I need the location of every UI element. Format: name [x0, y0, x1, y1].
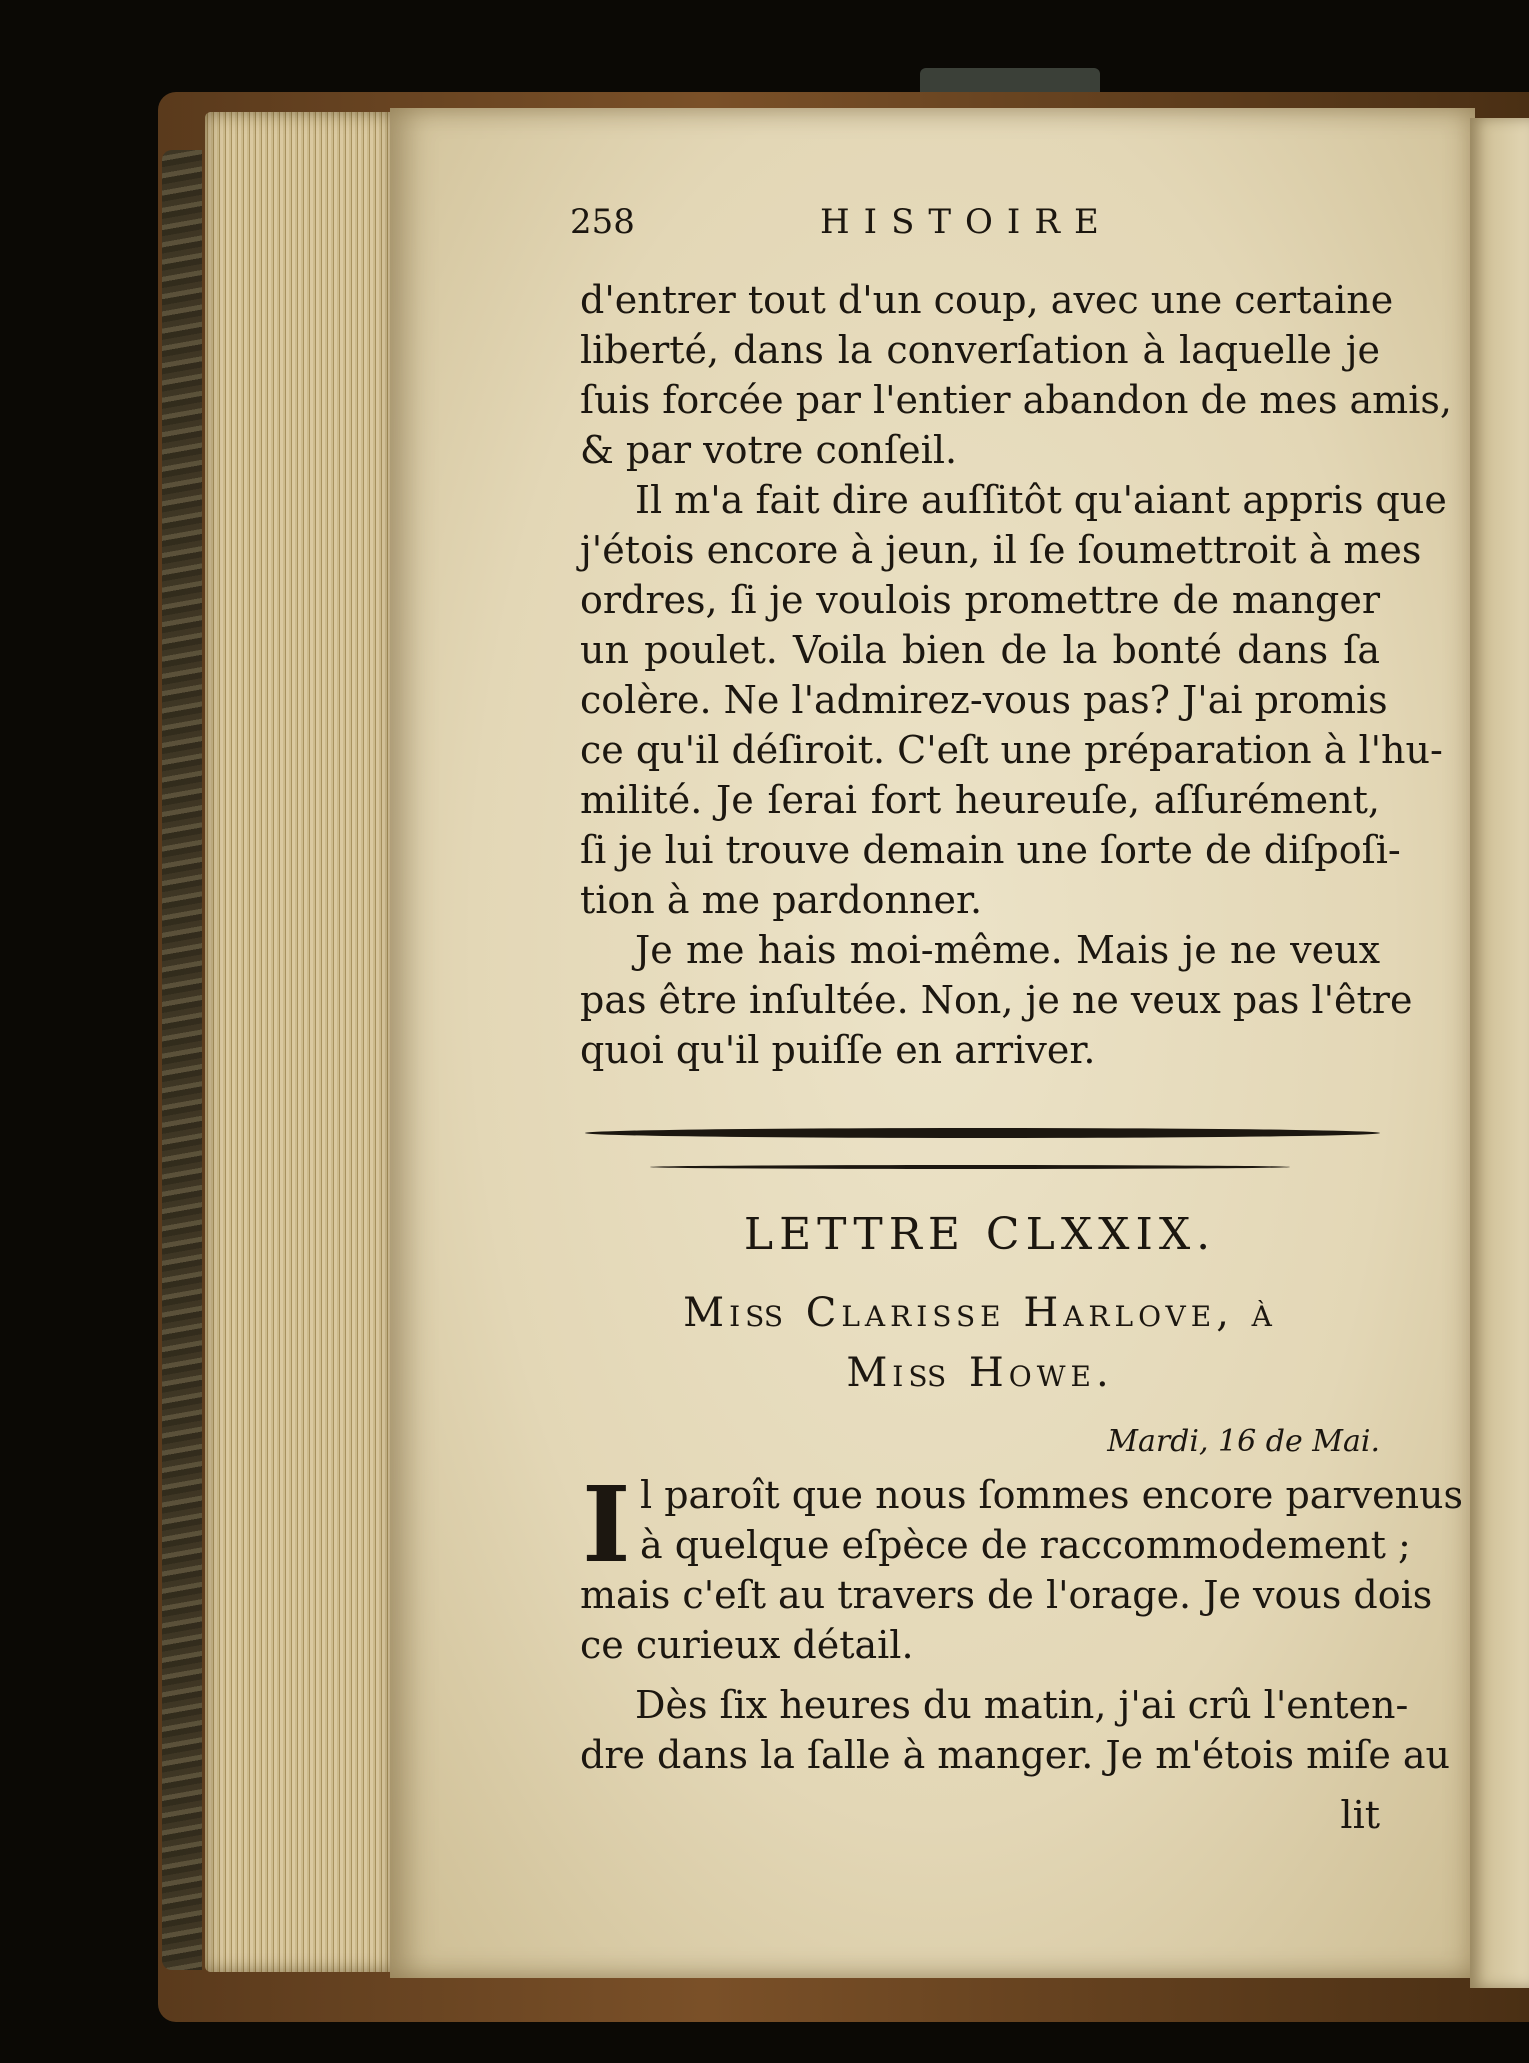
- text-line: colère. Ne l'admirez-vous pas? J'ai promis: [580, 678, 1388, 722]
- paragraph-2: [580, 475, 1447, 925]
- text-line: Je me hais moi-même. Mais je ne veux: [635, 928, 1380, 972]
- text-line: ce qu'il déſiroit. C'eſt une préparation à l'hu-: [580, 728, 1443, 772]
- marbled-spine: [162, 150, 202, 1970]
- text-line: dre dans la ſalle à manger. Je m'étois miſe au: [580, 1733, 1451, 1777]
- text-line: ce curieux détail.: [580, 1623, 914, 1667]
- text-line: milité. Je ſerai fort heureuſe, aſſurément,: [580, 778, 1380, 822]
- text-line: Il m'a fait dire auſſitôt qu'aiant appris que: [635, 478, 1447, 522]
- drop-cap: I: [582, 1463, 631, 1586]
- letter-heading: LETTRE CLXXIX.: [743, 1209, 1217, 1260]
- dateline: Mardi, 16 de Mai.: [1107, 1424, 1380, 1459]
- letter-opening-lines: [640, 1470, 1464, 1570]
- text-line: mais c'eſt au travers de l'orage. Je vous dois: [580, 1573, 1433, 1617]
- catchword: lit: [1340, 1793, 1380, 1837]
- text-line: tion à me pardonner.: [580, 878, 983, 922]
- running-title: HISTOIRE: [820, 202, 1113, 242]
- text-line: d'entrer tout d'un coup, avec une certaine: [580, 278, 1394, 322]
- text-line: j'étois encore à jeun, il ſe ſoumettroit à mes: [580, 528, 1422, 572]
- continuation-paragraph: [580, 275, 1452, 475]
- text-line: un poulet. Voila bien de la bonté dans ſa: [580, 628, 1380, 672]
- paragraph-3: [580, 925, 1413, 1075]
- text-line: Dès ſix heures du matin, j'ai crû l'enten-: [635, 1683, 1409, 1727]
- text-line: ordres, ſi je voulois promettre de manger: [580, 578, 1380, 622]
- text-line: & par votre conſeil.: [580, 428, 958, 472]
- text-line: quoi qu'il puiſſe en arriver.: [580, 1028, 1096, 1072]
- page-number: 258: [570, 202, 635, 242]
- ornamental-rule-thick: [585, 1128, 1380, 1138]
- addressee-line-1: Miß Clarisse Harlove, à: [683, 1290, 1277, 1336]
- facing-page-edge: [1470, 118, 1529, 1988]
- addressee-line-2: Miß Howe.: [846, 1350, 1114, 1396]
- ornamental-rule-thin: [650, 1165, 1290, 1169]
- text-line: l paroît que nous ſommes encore parvenus: [640, 1473, 1464, 1517]
- text-line: liberté, dans la converſation à laquelle je: [580, 328, 1380, 372]
- letter-body-continued: [580, 1570, 1433, 1670]
- text-line: ſi je lui trouve demain une ſorte de diſpoſi-: [580, 828, 1401, 872]
- page-header: [570, 202, 1390, 252]
- letter-paragraph-2: [580, 1680, 1451, 1780]
- text-line: pas être inſultée. Non, je ne veux pas l'être: [580, 978, 1413, 1022]
- page-edges: [205, 112, 395, 1972]
- text-line: à quelque eſpèce de raccommodement ;: [640, 1523, 1411, 1567]
- text-line: ſuis forcée par l'entier abandon de mes amis,: [580, 378, 1452, 422]
